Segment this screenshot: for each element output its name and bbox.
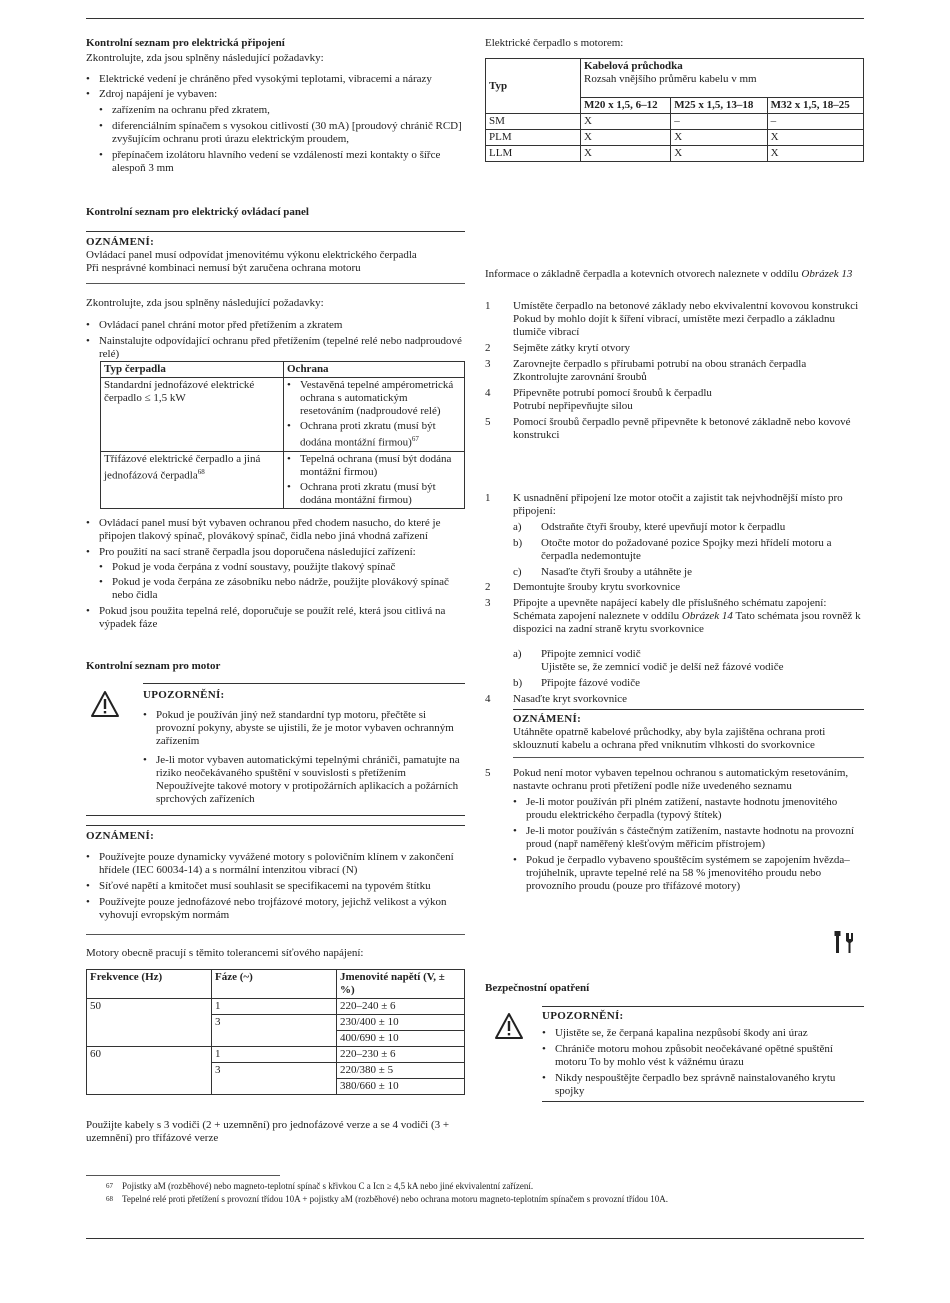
table-header: M25 x 1,5, 13–18	[671, 98, 767, 114]
panel-checklist-title: Kontrolní seznam pro elektrický ovládací panel	[86, 206, 309, 218]
warning-triangle-icon	[90, 690, 120, 718]
footnote: 67 Pojistky aM (rozběhové) nebo magneto-teplotní spínač s křivkou C a Icn ≥ 4,5 kA nebo jiné ekvivalentní zařízení.	[106, 1181, 534, 1191]
footnote-rule	[86, 1175, 280, 1176]
table-cell: 3	[212, 1015, 337, 1047]
notice-title: OZNÁMENÍ:	[86, 236, 155, 248]
list-item: • Nikdy nespouštějte čerpadlo bez správně nainstalovaného krytu spojky	[542, 1072, 864, 1098]
list-item: • Používejte pouze dynamicky vyvážené motory s polovičním klínem v zakončení hřídele (IEC 60034-14) a s normální intenzitou vibrací (N)	[86, 851, 465, 877]
table-cell: 220–240 ± 6	[337, 999, 465, 1015]
list-item: • Pokud je čerpadlo vybaveno spouštěcím systémem se zapojením hvězda–trojúhelník, upravte tepelné relé na 58 % jmenovitého proudu nebo provozního proudu (pouze pro třífázové motory)	[513, 854, 864, 893]
list-item: 1 Umístěte čerpadlo na betonové základy nebo ekvivalentní kovovou konstrukci Pokud by mohlo dojít k šíření vibrací, umístěte mezi čerpadlo a základnu tlumiče vibrací	[485, 300, 859, 338]
footnote: 68 Tepelné relé proti přetížení s provozní třídou 10A + pojistky aM (rozběhové) nebo ochrana motoru magneto-teplotním spínačem s provozní třídou 10A.	[106, 1194, 669, 1204]
cable-intro	[485, 37, 864, 50]
notice-rule	[513, 709, 864, 710]
table-cell: Třífázové elektrické čerpadlo a jiná jednofázová čerpadla$^{68}$	[101, 451, 284, 508]
cables-text: Použijte kabely s 3 vodiči (2 + uzemnění) pro jednofázové verze a se 4 vodiči (3 + uzemnění) pro třífázové verze	[86, 1119, 450, 1144]
tolerance-intro	[86, 947, 465, 960]
list-item: • Je-li motor používán s částečným zatížením, nastavte hodnotu na provozní proud (např naměřený klešťovým měřicím přístrojem)	[513, 825, 864, 851]
list-item: • Chrániče motoru mohou způsobit neočekávané opětné spuštění motoru To by mohlo vést k vážnému úrazu	[542, 1043, 864, 1069]
list-item: • Síťové napětí a kmitočet musí souhlasit se specifikacemi na typovém štítku	[86, 880, 465, 893]
notice-text: Utáhněte opatrně kabelové průchodky, aby byla zajištěna ochrana proti sklouznutí kabelu a ochrana před vniknutím vlhkosti do svorkovnice	[513, 726, 826, 751]
cable-intro-text: Elektrické čerpadlo s motorem:	[485, 37, 624, 49]
table-header: Typ čerpadla	[101, 362, 284, 378]
list-item: • Pokud je voda čerpána ze zásobníku nebo nádrže, použijte plovákový spínač nebo čidla	[99, 576, 465, 602]
panel-intro: Zkontrolujte, zda jsou splněny následující požadavky:	[86, 297, 324, 309]
warning-title: UPOZORNĚNÍ:	[542, 1010, 624, 1022]
table-header: Jmenovité napětí (V, ± %)	[337, 970, 465, 999]
table-cell: 380/660 ± 10	[337, 1079, 465, 1095]
motor-notice	[86, 830, 465, 922]
list-item: 2 Sejměte zátky krytí otvory	[485, 342, 630, 354]
table-header: Frekvence (Hz)	[87, 970, 212, 999]
panel-list-2	[86, 517, 465, 631]
list-item: • Je-li motor vybaven automatickými tepelnými chrániči, pamatujte na riziko neočekávaného spuštění v souvislosti s přetížením Nepoužívejte takové motory v protipožárních aplikacích a požárních sprchových zařízeních	[143, 754, 465, 806]
elec-intro: Zkontrolujte, zda jsou splněny následující požadavky:	[86, 52, 324, 64]
table-row: PLM X X X	[486, 130, 864, 146]
motor-checklist-title: Kontrolní seznam pro motor	[86, 660, 221, 672]
table-row	[101, 378, 465, 452]
table-header: Ochrana	[284, 362, 465, 378]
tools-icon	[834, 931, 854, 955]
table-cell	[284, 378, 465, 452]
warning-rule	[86, 815, 465, 816]
table-cell: 230/400 ± 10	[337, 1015, 465, 1031]
panel-requirements-2	[86, 517, 465, 631]
left-column	[86, 37, 465, 175]
list-item: • Pro použití na sací straně čerpadla jsou doporučena následující zařízení: • Pokud je voda čerpána z vodní soustavy, použijte tlakový spínač • Pokud je voda čerpána ze zásobníku nebo nádrže, použijte plovákový spínač nebo čidla	[86, 546, 465, 602]
list-item: • Ovládací panel musí být vybaven ochranou před chodem nasucho, do které je připojen tlakový spínač, plovákový spínač, čidla nebo jiná vhodná zařízení	[86, 517, 465, 543]
list-item: • Nainstalujte odpovídající ochranu před přetížením (tepelné relé nebo nadproudové relé)	[86, 335, 465, 361]
wiring-steps	[485, 492, 864, 706]
base-info	[485, 263, 864, 285]
table-cell: 1	[212, 1047, 337, 1063]
table-header: M32 x 1,5, 18–25	[767, 98, 863, 114]
table-cell: Standardní jednofázové elektrické čerpadlo ≤ 1,5 kW	[101, 378, 284, 452]
list-item: • Zdroj napájení je vybaven: • zařízením na ochranu před zkratem, • diferenciálním spínačem s vysokou citlivostí (30 mA) [proudový chránič RCD] zvyšujícím ochranu proti úrazu elektrickým proudem, • přepínačem izolátoru hlavního vedení se vzdáleností mezi kontakty o šířce alespoň 3 mm	[86, 88, 465, 175]
warning-rule	[143, 683, 465, 684]
list-item: 3 Zarovnejte čerpadlo s přírubami potrubí na obou stranách čerpadla Zkontrolujte zarovnání šroubů	[485, 358, 807, 383]
table-header: M20 x 1,5, 6–12	[581, 98, 671, 114]
table-cell: 220/380 ± 5	[337, 1063, 465, 1079]
warning-triangle-icon	[494, 1012, 524, 1040]
table-row: LLM X X X	[486, 146, 864, 162]
table-header: Kabelová průchodka Rozsah vnějšího průměru kabelu v mm	[581, 59, 864, 98]
list-item: • Pokud je používán jiný než standardní typ motoru, přečtěte si provozní pokyny, abyste se ujistili, že je motor vybaven ochranným zařízením	[143, 709, 465, 748]
list-item: • Pokud jsou použita tepelná relé, doporučuje se použít relé, která jsou citlivá na výpadek fáze	[86, 605, 465, 631]
notice-text: Ovládací panel musí odpovídat jmenovitému výkonu elektrického čerpadla	[86, 249, 417, 261]
list-item: • Elektrické vedení je chráněno před vysokými teplotami, vibracemi a nárazy	[86, 73, 465, 86]
notice-rule	[86, 825, 465, 826]
list-item: • Ochrana proti zkratu (musí být dodána montážní firmou)	[287, 481, 461, 507]
table-header: Typ	[486, 59, 581, 114]
list-item: 4 Nasaďte kryt svorkovnice	[485, 693, 628, 705]
notice-rule	[86, 231, 465, 232]
safety-warning	[542, 1010, 864, 1098]
install-steps	[485, 300, 864, 442]
list-item: • Používejte pouze jednofázové nebo trojfázové motory, jejichž velikost a výkon vyhovují evropským normám	[86, 896, 465, 922]
list-item: 5 Pokud není motor vybaven tepelnou ochranou s automatickým resetováním, nastavte ochranu proti přetížení podle níže uvedeného seznamu • Je-li motor používán při plném zatížení, nastavte hodnotu jmenovitého proudu elektrického čerpadla (typový štítek) • Je-li motor používán s částečným zatížením, nastavte hodnotu na provozní proud (např naměřený klešťovým měřicím přístrojem) • Pokud je čerpadlo vybaveno spouštěcím systémem se zapojením hvězda–trojúhelník, upravte tepelné relé na 58 % jmenovitého proudu nebo provozního proudu (pouze pro třífázové motory)	[485, 767, 864, 893]
notice-rule	[86, 283, 465, 284]
list-item: 3 Připojte a upevněte napájecí kabely dle příslušného schématu zapojení: Schémata zapojení naleznete v oddílu Obrázek 14 Tato schémata jsou rovněž k dispozici na zadní straně krytu svorkovnice a) Připojte zemnicí vodič Ujistěte se, že zemnicí vodič je delší než fázové vodiče b) Připojte fázové vodiče	[485, 597, 861, 689]
protection-table	[100, 361, 465, 509]
table-cell: 1	[212, 999, 337, 1015]
elec-list	[86, 73, 465, 175]
list-item: • Pokud je voda čerpána z vodní soustavy, použijte tlakový spínač	[99, 561, 465, 574]
safety-section	[485, 982, 864, 995]
table-cell: 50	[87, 999, 212, 1047]
table-cell: 60	[87, 1047, 212, 1095]
table-row	[101, 451, 465, 508]
footnotes	[86, 1181, 864, 1205]
cable-table	[485, 58, 864, 162]
list-item: • přepínačem izolátoru hlavního vedení se vzdáleností mezi kontakty o šířce alespoň 3 mm	[99, 149, 465, 175]
list-item: • diferenciálním spínačem s vysokou citlivostí (30 mA) [proudový chránič RCD] zvyšujícím ochranu proti úrazu elektrickým proudem,	[99, 120, 465, 146]
overload-step	[485, 767, 864, 893]
table-header: Fáze (~)	[212, 970, 337, 999]
panel-requirements	[86, 297, 465, 361]
notice-title: OZNÁMENÍ:	[513, 713, 582, 725]
table-row: SM X – –	[486, 114, 864, 130]
top-rule	[86, 18, 864, 19]
tolerance-intro-text: Motory obecně pracují s těmito tolerancemi síťového napájení:	[86, 947, 364, 959]
table-row	[87, 1047, 465, 1063]
warning-title: UPOZORNĚNÍ:	[143, 689, 225, 701]
list-item: • Tepelná ochrana (musí být dodána montážní firmou)	[287, 453, 461, 479]
cables-info	[86, 1119, 465, 1145]
panel-list	[86, 319, 465, 361]
list-item: 4 Připevněte potrubí pomocí šroubů k čerpadlu Potrubí nepřipevňujte silou	[485, 387, 712, 412]
notice-rule	[513, 757, 864, 758]
motor-section	[86, 660, 465, 673]
warning-rule	[542, 1101, 864, 1102]
list-item: • Ochrana proti zkratu (musí být dodána montážní firmou)$^{67}$	[287, 420, 461, 450]
list-item: 1 K usnadnění připojení lze motor otočit a zajistit tak nejvhodnější místo pro připojení: a) Odstraňte čtyři šrouby, které upevňují motor k čerpadlu b) Otočte motor do požadované pozice Spojky mezi hřídelí motoru a čerpadla nedemontujte c) Nasaďte čtyři šrouby a utáhněte je	[485, 492, 843, 578]
wiring-notice	[513, 713, 864, 752]
warning-rule	[542, 1006, 864, 1007]
safety-title: Bezpečnostní opatření	[485, 982, 590, 994]
list-item: 2 Demontujte šrouby krytu svorkovnice	[485, 581, 681, 593]
list-item: • zařízením na ochranu před zkratem,	[99, 104, 465, 117]
panel-notice	[86, 236, 465, 275]
tolerance-table	[86, 969, 465, 1095]
list-item: • Ovládací panel chrání motor před přetížením a zkratem	[86, 319, 465, 332]
list-item: 5 Pomocí šroubů čerpadlo pevně připevněte k betonové základně nebo kovové konstrukci	[485, 416, 851, 441]
bottom-rule	[86, 1238, 864, 1239]
panel-section	[86, 206, 465, 219]
notice-rule	[86, 934, 465, 935]
table-cell: 220–230 ± 6	[337, 1047, 465, 1063]
table-row	[87, 999, 465, 1015]
list-item: • Je-li motor používán při plném zatížení, nastavte hodnotu jmenovitého proudu elektrického čerpadla (typový štítek)	[513, 796, 864, 822]
table-cell: 3	[212, 1063, 337, 1095]
table-cell: 400/690 ± 10	[337, 1031, 465, 1047]
motor-warning	[143, 689, 465, 806]
table-cell	[284, 451, 465, 508]
notice-title: OZNÁMENÍ:	[86, 830, 155, 842]
list-item: • Ujistěte se, že čerpaná kapalina nezpůsobí škody ani úraz	[542, 1027, 864, 1040]
base-info-text: Informace o základně čerpadla a kotevních otvorech naleznete v oddílu Obrázek 13	[485, 268, 853, 280]
list-item: • Vestavěná tepelné ampérometrická ochrana s automatickým resetováním (nadproudové relé)	[287, 379, 461, 418]
notice-text: Při nesprávné kombinaci nemusí být zaručena ochrana motoru	[86, 262, 361, 274]
elec-checklist-title: Kontrolní seznam pro elektrická připojení	[86, 37, 285, 49]
